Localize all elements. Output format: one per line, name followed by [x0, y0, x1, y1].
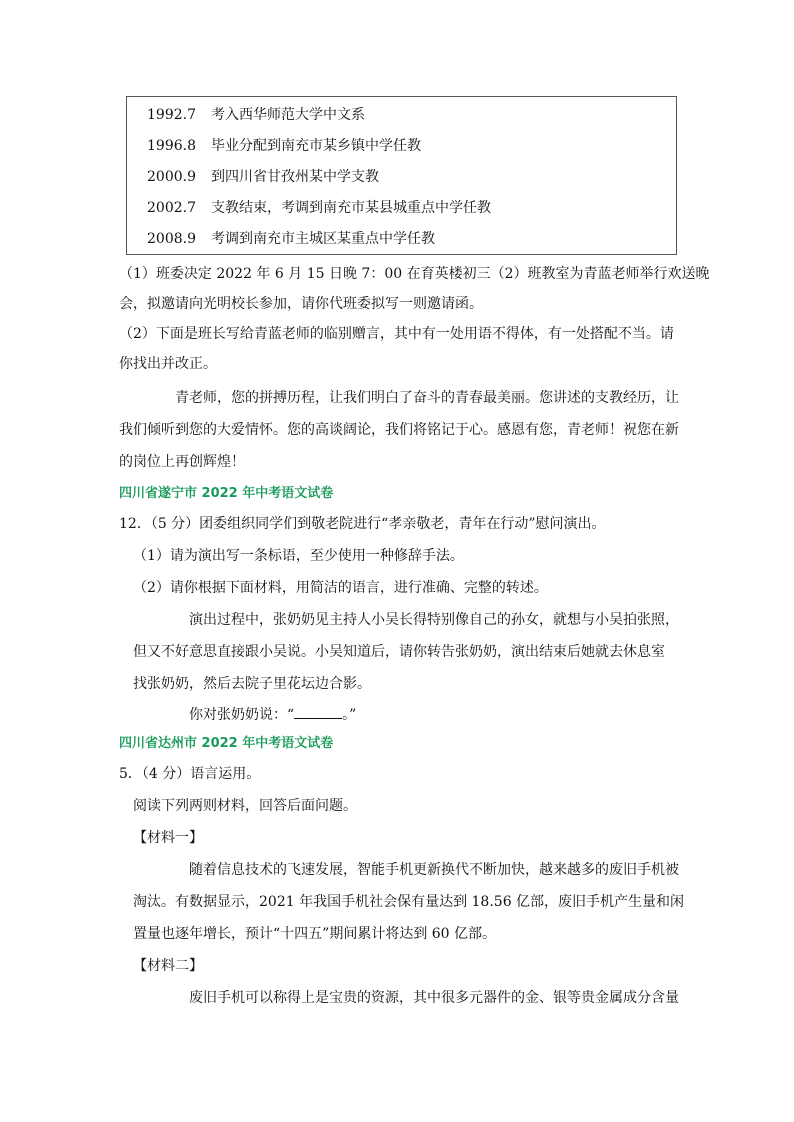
timeline-row [147, 105, 365, 125]
material-1-text: 随着信息技术的飞速发展，智能手机更新换代不断加快，越来越多的废旧手机被 [189, 862, 679, 878]
material-text: 找张奶奶，然后去院子里花坛边合影。 [133, 676, 371, 692]
material-2-label: 【材料二】 [133, 958, 203, 974]
question-2-text: （2）下面是班长写给青蓝老师的临别赠言，其中有一处用语不得体，有一处搭配不当。请 [119, 326, 674, 342]
farewell-quote: 青老师，您的拼搏历程，让我们明白了奋斗的青春最美丽。您讲述的支教经历，让 [175, 390, 679, 406]
timeline-row [147, 167, 379, 187]
material-1-text: 淘汰。有数据显示，2021 年我国手机社会保有量达到 18.56 亿部，废旧手机产生量和闲 [133, 894, 685, 910]
question-12-text: 12．（5 分）团委组织同学们到敬老院进行“孝亲敬老，青年在行动”慰问演出。 [119, 516, 606, 532]
question-2-text: 你找出并改正。 [119, 356, 217, 372]
timeline-row [147, 229, 435, 249]
question-1-text: 会，拟邀请向光明校长参加，请你代班委拟写一则邀请函。 [119, 296, 483, 312]
timeline-event: 支教结束，考调到南充市某县城重点中学任教 [211, 200, 491, 216]
timeline-year: 1992.7 [147, 107, 196, 123]
timeline-year: 2002.7 [147, 200, 196, 216]
material-1-text: 置量也逐年增长，预计“十四五”期间累计将达到 60 亿部。 [133, 926, 497, 942]
material-text: 但又不好意思直接跟小吴说。小吴知道后，请你转告张奶奶，演出结束后她就去休息室 [133, 644, 665, 660]
timeline-year: 2008.9 [147, 231, 196, 247]
question-12-2: （2）请你根据下面材料，用简洁的语言，进行准确、完整的转述。 [133, 580, 548, 596]
exam-heading-dazhou: 四川省达州市 2022 年中考语文试卷 [119, 736, 334, 751]
answer-suffix: 。” [342, 707, 357, 723]
material-2-text: 废旧手机可以称得上是宝贵的资源，其中很多元器件的金、银等贵金属成分含量 [189, 990, 679, 1006]
timeline-row [147, 198, 491, 218]
timeline-row [147, 136, 421, 156]
timeline-year: 2000.9 [147, 169, 196, 185]
material-1-label: 【材料一】 [133, 830, 203, 846]
material-text: 演出过程中，张奶奶见主持人小吴长得特别像自己的孙女，就想与小吴拍张照， [189, 612, 679, 628]
timeline-event: 到四川省甘孜州某中学支教 [211, 169, 379, 185]
question-12-1: （1）请为演出写一条标语，至少使用一种修辞手法。 [133, 548, 464, 564]
exam-heading-suining: 四川省遂宁市 2022 年中考语文试卷 [119, 486, 334, 501]
instruction-text: 阅读下列两则材料，回答后面问题。 [133, 798, 357, 814]
timeline-event: 考入西华师范大学中文系 [211, 107, 365, 123]
answer-blank[interactable] [294, 704, 342, 719]
farewell-quote: 的岗位上再创辉煌！ [119, 454, 245, 470]
answer-prefix: 你对张奶奶说：“ [189, 707, 295, 723]
answer-line [189, 704, 356, 724]
timeline-year: 1996.8 [147, 138, 196, 154]
farewell-quote: 我们倾听到您的大爱情怀。您的高谈阔论，我们将铭记于心。感恩有您，青老师！祝您在新 [119, 422, 679, 438]
timeline-event: 考调到南充市主城区某重点中学任教 [211, 231, 435, 247]
timeline-table [126, 96, 677, 255]
question-1-text: （1）班委决定 2022 年 6 月 15 日晚 7：00 在育英楼初三（2）班教室为青蓝老师举行欢送晚 [119, 266, 710, 282]
timeline-event: 毕业分配到南充市某乡镇中学任教 [211, 138, 421, 154]
question-5-text: 5．（4 分）语言运用。 [119, 766, 261, 782]
